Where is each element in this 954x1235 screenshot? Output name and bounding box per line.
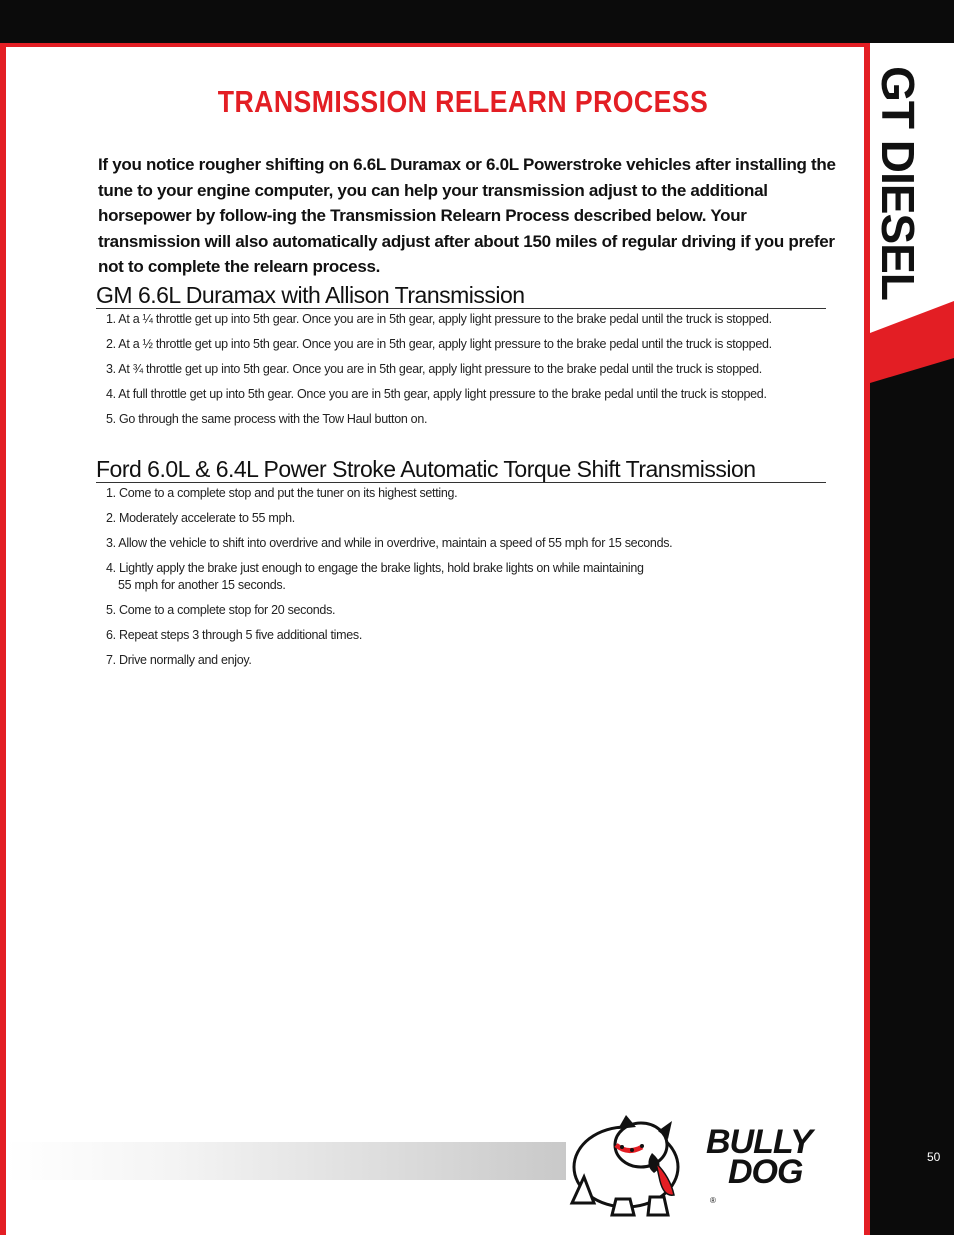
red-frame-left bbox=[0, 43, 6, 1235]
list-item: 3. Allow the vehicle to shift into overdrive and while in overdrive, maintain a speed of 55 mph for 15 seconds. bbox=[106, 536, 673, 550]
list-item: 7. Drive normally and enjoy. bbox=[106, 653, 252, 667]
section-heading-ford: Ford 6.0L & 6.4L Power Stroke Automatic Torque Shift Transmission bbox=[96, 456, 826, 483]
logo-word-bully: BULLY bbox=[706, 1123, 812, 1161]
intro-paragraph: If you notice rougher shifting on 6.6L Duramax or 6.0L Powerstroke vehicles after installing the tune to your engine computer, you can help your transmission adjust to the additional horsepower by follow-ing the Transmission Relearn Process described below. Your transmission will also automatically adjust after about 150 miles of regular driving if you prefer not to complete the relearn process. bbox=[98, 155, 836, 276]
footer-gradient-bar bbox=[6, 1142, 566, 1180]
gm-steps-list bbox=[106, 311, 826, 436]
list-item: 1. Come to a complete stop and put the tuner on its highest setting. bbox=[106, 486, 458, 500]
list-item: 6. Repeat steps 3 through 5 five additional times. bbox=[106, 628, 362, 642]
side-title-main: DIESEL bbox=[872, 139, 925, 300]
step-4-text: 4. Lightly apply the brake just enough to engage the brake lights, hold brake lights on while maintaining bbox=[106, 561, 644, 575]
page-title: TRANSMISSION RELEARN PROCESS bbox=[217, 84, 709, 119]
section-heading-gm: GM 6.6L Duramax with Allison Transmission bbox=[96, 282, 826, 309]
list-item: 5. Go through the same process with the Tow Haul button on. bbox=[106, 412, 428, 426]
logo-word-dog: DOG bbox=[728, 1153, 803, 1191]
bulldog-mascot-icon bbox=[556, 1107, 706, 1222]
side-title-accent: GT bbox=[872, 66, 925, 128]
step-4-continuation: 55 mph for another 15 seconds. bbox=[118, 578, 286, 592]
page-number: 50 bbox=[927, 1150, 941, 1164]
bully-dog-logo bbox=[556, 1102, 846, 1224]
list-item: 3. At ¾ throttle get up into 5th gear. Once you are in 5th gear, apply light pressure to the brake pedal until the truck is stopped. bbox=[106, 362, 762, 376]
list-item: 4. At full throttle get up into 5th gear. Once you are in 5th gear, apply light pressure to the brake pedal until the truck is stopped. bbox=[106, 387, 767, 401]
top-bar bbox=[0, 0, 954, 43]
list-item bbox=[106, 560, 826, 594]
list-item: 2. Moderately accelerate to 55 mph. bbox=[106, 511, 295, 525]
list-item: 5. Come to a complete stop for 20 seconds. bbox=[106, 603, 336, 617]
ford-steps-list bbox=[106, 485, 826, 677]
list-item: 1. At a ¼ throttle get up into 5th gear. Once you are in 5th gear, apply light pressure to the brake pedal until the truck is stopped. bbox=[106, 312, 772, 326]
side-title bbox=[868, 66, 928, 300]
red-frame-top bbox=[0, 43, 954, 47]
list-item: 2. At a ½ throttle get up into 5th gear. Once you are in 5th gear, apply light pressure to the brake pedal until the truck is stopped. bbox=[106, 337, 772, 351]
registered-mark: ® bbox=[710, 1196, 716, 1205]
